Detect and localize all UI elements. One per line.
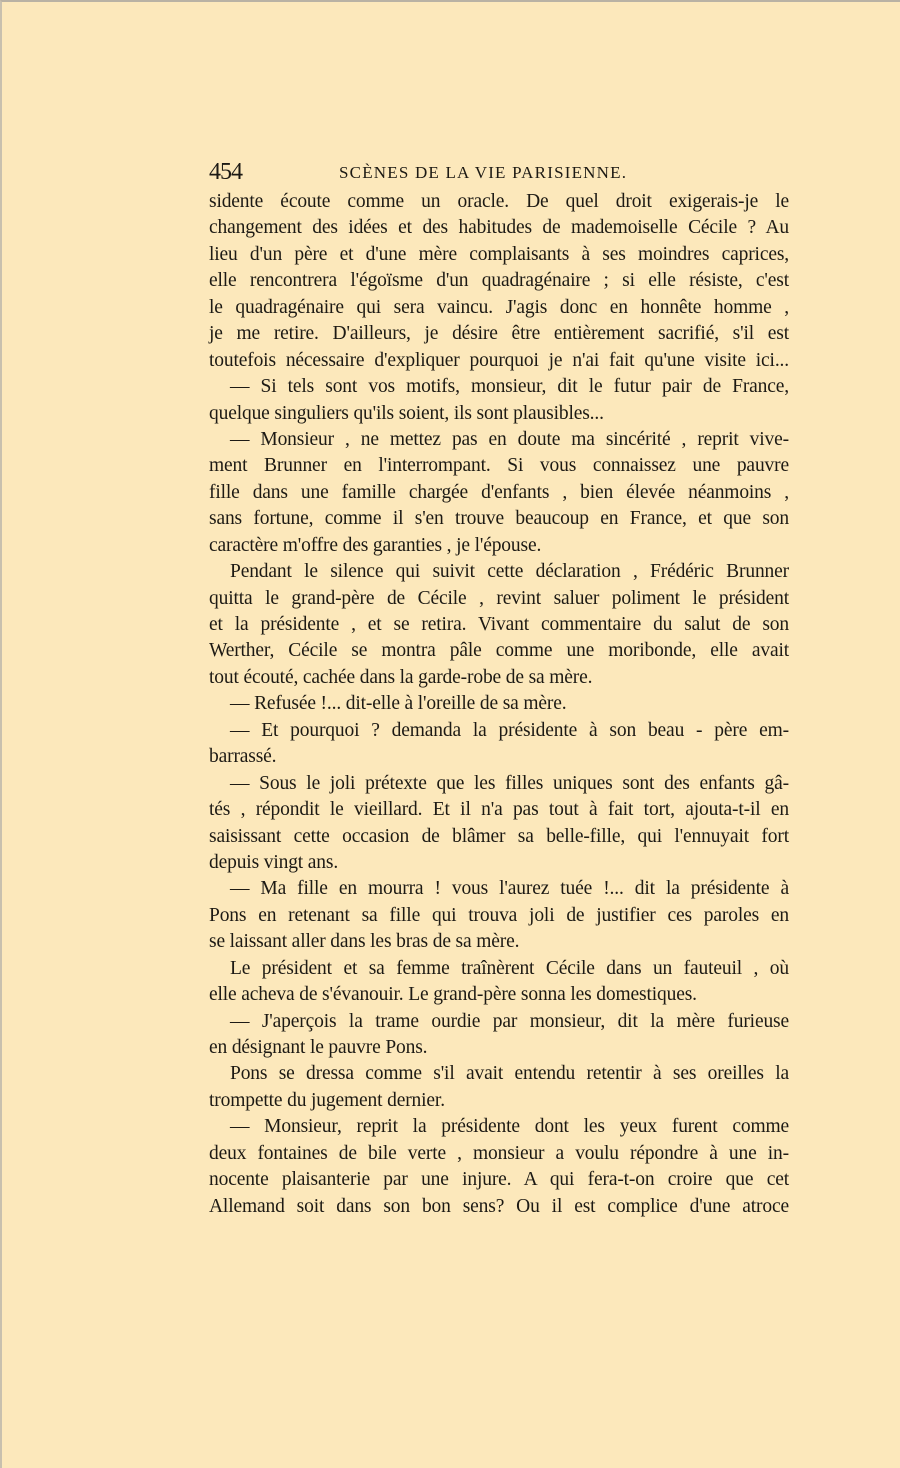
text-line: elle acheva de s'évanouir. Le grand-père sonna les domestiques. [209, 984, 697, 1006]
text-line: tés , répondit le vieillard. Et il n'a pas tout à fait tort, ajouta-t-il en [209, 799, 789, 821]
text-line: et la présidente , et se retira. Vivant commentaire du salut de son [209, 614, 789, 635]
running-head [209, 159, 789, 187]
text-line: le quadragénaire qui sera vaincu. J'agis donc en honnête homme , [209, 296, 789, 318]
text-line: sidente écoute comme un oracle. De quel droit exigerais-je le [209, 191, 789, 212]
text-line: toutefois nécessaire d'expliquer pourquoi je n'ai fait qu'une visite ici... [209, 349, 789, 371]
text-line: je me retire. D'ailleurs, je désire être entièrement sacrifié, s'il est [209, 323, 789, 345]
text-line: elle rencontrera l'égoïsme d'un quadragénaire ; si elle résiste, c'est [209, 270, 789, 292]
text-line: Pons se dressa comme s'il avait entendu retentir à ses oreilles la [230, 1063, 789, 1085]
text-line: — Et pourquoi ? demanda la présidente à son beau - père em- [230, 719, 789, 741]
page-number: 454 [209, 159, 242, 185]
text-line: caractère m'offre des garanties , je l'épouse. [209, 534, 542, 556]
text-line: saisissant cette occasion de blâmer sa belle-fille, qui l'ennuyait fort [209, 825, 789, 847]
text-line: deux fontaines de bile verte , monsieur a voulu répondre à une in- [209, 1142, 789, 1164]
text-line: — Sous le joli prétexte que les filles uniques sont des enfants gâ- [230, 772, 789, 794]
text-line: Le président et sa femme traînèrent Cécile dans un fauteuil , où [230, 957, 789, 979]
text-line: — Refusée !... dit-elle à l'oreille de sa mère. [230, 693, 567, 715]
text-line: en désignant le pauvre Pons. [209, 1037, 428, 1058]
text-line: lieu d'un père et d'une mère complaisants à ses moindres caprices, [209, 243, 789, 265]
text-line: — Monsieur , ne mettez pas en doute ma sincérité , reprit vive- [230, 428, 789, 450]
text-line: trompette du jugement dernier. [209, 1089, 445, 1111]
text-line: quitta le grand-père de Cécile , revint saluer poliment le président [209, 587, 789, 609]
text-line: — Ma fille en mourra ! vous l'aurez tuée !... dit la présidente à [230, 878, 789, 900]
text-line: Pendant le silence qui suivit cette déclaration , Frédéric Brunner [230, 561, 789, 583]
text-line: Pons en retenant sa fille qui trouva joli de justifier ces paroles en [209, 904, 789, 926]
text-line: nocente plaisanterie par une injure. A qui fera-t-on croire que cet [209, 1169, 789, 1191]
text-line: ment Brunner en l'interrompant. Si vous connaissez une pauvre [209, 455, 789, 477]
text-line: depuis vingt ans. [209, 851, 339, 873]
text-line: se laissant aller dans les bras de sa mère. [209, 931, 520, 953]
text-line: barrassé. [209, 746, 277, 768]
text-line: quelque singuliers qu'ils soient, ils sont plausibles... [209, 402, 604, 424]
text-line: — Si tels sont vos motifs, monsieur, dit le futur pair de France, [230, 376, 789, 398]
text-line: changement des idées et des habitudes de mademoiselle Cécile ? Au [209, 217, 789, 239]
text-line: sans fortune, comme il s'en trouve beaucoup en France, et que son [209, 508, 789, 530]
text-line: — J'aperçois la trame ourdie par monsieur, dit la mère furieuse [230, 1010, 789, 1032]
running-title: SCÈNES DE LA VIE PARISIENNE. [339, 163, 628, 182]
text-line: Werther, Cécile se montra pâle comme une moribonde, elle avait [209, 640, 789, 662]
text-line: Allemand soit dans son bon sens? Ou il est complice d'une atroce [209, 1195, 789, 1217]
text-line: — Monsieur, reprit la présidente dont les yeux furent comme [230, 1116, 789, 1138]
text-line: tout écouté, cachée dans la garde-robe de sa mère. [209, 666, 593, 688]
text-line: fille dans une famille chargée d'enfants , bien élevée néanmoins , [209, 481, 789, 503]
body-text [209, 189, 789, 1220]
